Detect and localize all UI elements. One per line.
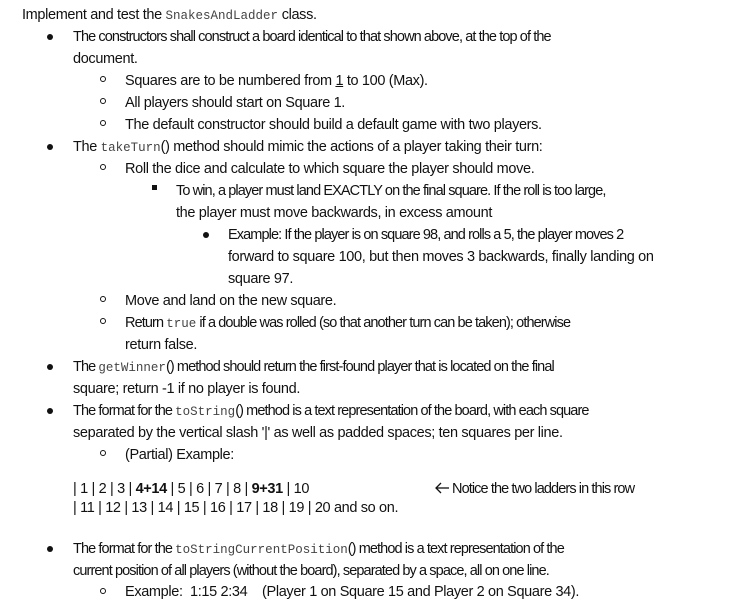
- row1-part: | 10: [282, 481, 310, 497]
- circle-bullet-icon: [100, 120, 106, 126]
- numbering-text-end: to 100 (Max).: [343, 73, 428, 89]
- class-name-code: SnakesAndLadder: [165, 9, 279, 23]
- bullet-icon: [47, 364, 53, 370]
- row1-part: | 5 | 6 | 7 | 8 |: [166, 481, 252, 497]
- tostring-code: toString: [175, 405, 236, 419]
- circle-bullet-icon: [100, 450, 106, 456]
- return-text-end: if a double was rolled (so that another turn can be taken); otherwise: [196, 315, 571, 331]
- bullet-icon: [47, 546, 53, 552]
- circle-bullet-icon: [100, 76, 106, 82]
- taketurn-win-2: the player must move backwards, in excess amount: [176, 205, 493, 221]
- left-arrow-icon: [434, 482, 450, 494]
- taketurn-return-2: return false.: [125, 337, 198, 353]
- tostring-text-end: () method is a text representation of the board, with each square: [235, 403, 589, 419]
- ladder-4-14: 4+14: [135, 481, 167, 497]
- constructors-sub-numbering: [125, 70, 428, 92]
- numbering-underlined: 1: [335, 73, 344, 89]
- bullet-icon: [47, 144, 53, 150]
- tostringcurrent-example: Example: 1:15 2:34 (Player 1 on Square 15 and Player 2 on Square 34).: [125, 584, 580, 600]
- return-code: true: [166, 317, 197, 331]
- getwinner-text-end: () method should return the first-found player that is located on the final: [165, 359, 554, 375]
- taketurn-move: Move and land on the new square.: [125, 293, 337, 309]
- tostring-line: [73, 400, 589, 423]
- taketurn-text: The: [73, 139, 101, 155]
- bullet-icon: [203, 232, 209, 238]
- circle-bullet-icon: [100, 98, 106, 104]
- return-text: Return: [125, 315, 167, 331]
- tostring-partial: (Partial) Example:: [125, 447, 234, 463]
- tostring-example-row-2: | 11 | 12 | 13 | 14 | 15 | 16 | 17 | 18 | 19 | 20 and so on.: [73, 500, 399, 516]
- getwinner-text: The: [73, 359, 99, 375]
- circle-bullet-icon: [100, 164, 106, 170]
- taketurn-example-1: Example: If the player is on square 98, and rolls a 5, the player moves 2: [228, 227, 624, 243]
- taketurn-text-end: () method should mimic the actions of a player taking their turn:: [160, 139, 543, 155]
- tostringcurrent-code: toStringCurrentPosition: [175, 543, 348, 557]
- getwinner-code: getWinner: [98, 361, 166, 375]
- intro-text-end: class.: [278, 7, 317, 23]
- ladder-notice: Notice the two ladders in this row: [452, 481, 635, 497]
- constructors-line-2: document.: [73, 51, 138, 67]
- row1-part: | 1 | 2 | 3 |: [73, 481, 136, 497]
- taketurn-roll: Roll the dice and calculate to which square the player should move.: [125, 161, 535, 177]
- getwinner-line-2: square; return -1 if no player is found.: [73, 381, 300, 397]
- tostringcurrent-text-end: () method is a text representation of the: [347, 541, 564, 557]
- circle-bullet-icon: [100, 296, 106, 302]
- getwinner-line: [73, 356, 554, 379]
- tostringcurrent-line: [73, 538, 564, 561]
- numbering-text: Squares are to be numbered from: [125, 73, 336, 89]
- taketurn-return: [125, 312, 570, 335]
- circle-bullet-icon: [100, 588, 106, 594]
- square-bullet-icon: [152, 185, 157, 190]
- bullet-icon: [47, 34, 53, 40]
- tostringcurrent-text: The format for the: [73, 541, 176, 557]
- taketurn-line: [73, 136, 542, 159]
- constructors-sub-default: The default constructor should build a default game with two players.: [125, 117, 542, 133]
- tostring-text: The format for the: [73, 403, 176, 419]
- ladder-9-31: 9+31: [251, 481, 283, 497]
- tostring-line-2: separated by the vertical slash '|' as well as padded spaces; ten squares per line.: [73, 425, 563, 441]
- bullet-icon: [47, 408, 53, 414]
- taketurn-code: takeTurn: [100, 141, 161, 155]
- taketurn-example-2: forward to square 100, but then moves 3 backwards, finally landing on: [228, 249, 654, 265]
- taketurn-win-1: To win, a player must land EXACTLY on the final square. If the roll is too large,: [176, 183, 606, 199]
- circle-bullet-icon: [100, 318, 106, 324]
- intro-line: [22, 4, 317, 27]
- constructors-line-1: The constructors shall construct a board identical to that shown above, at the top of the: [73, 29, 551, 45]
- constructors-sub-start: All players should start on Square 1.: [125, 95, 345, 111]
- tostringcurrent-line-2: current position of all players (without the board), separated by a space, all on one line.: [73, 563, 549, 579]
- intro-text: Implement and test the: [22, 7, 166, 23]
- taketurn-example-3: square 97.: [228, 271, 294, 287]
